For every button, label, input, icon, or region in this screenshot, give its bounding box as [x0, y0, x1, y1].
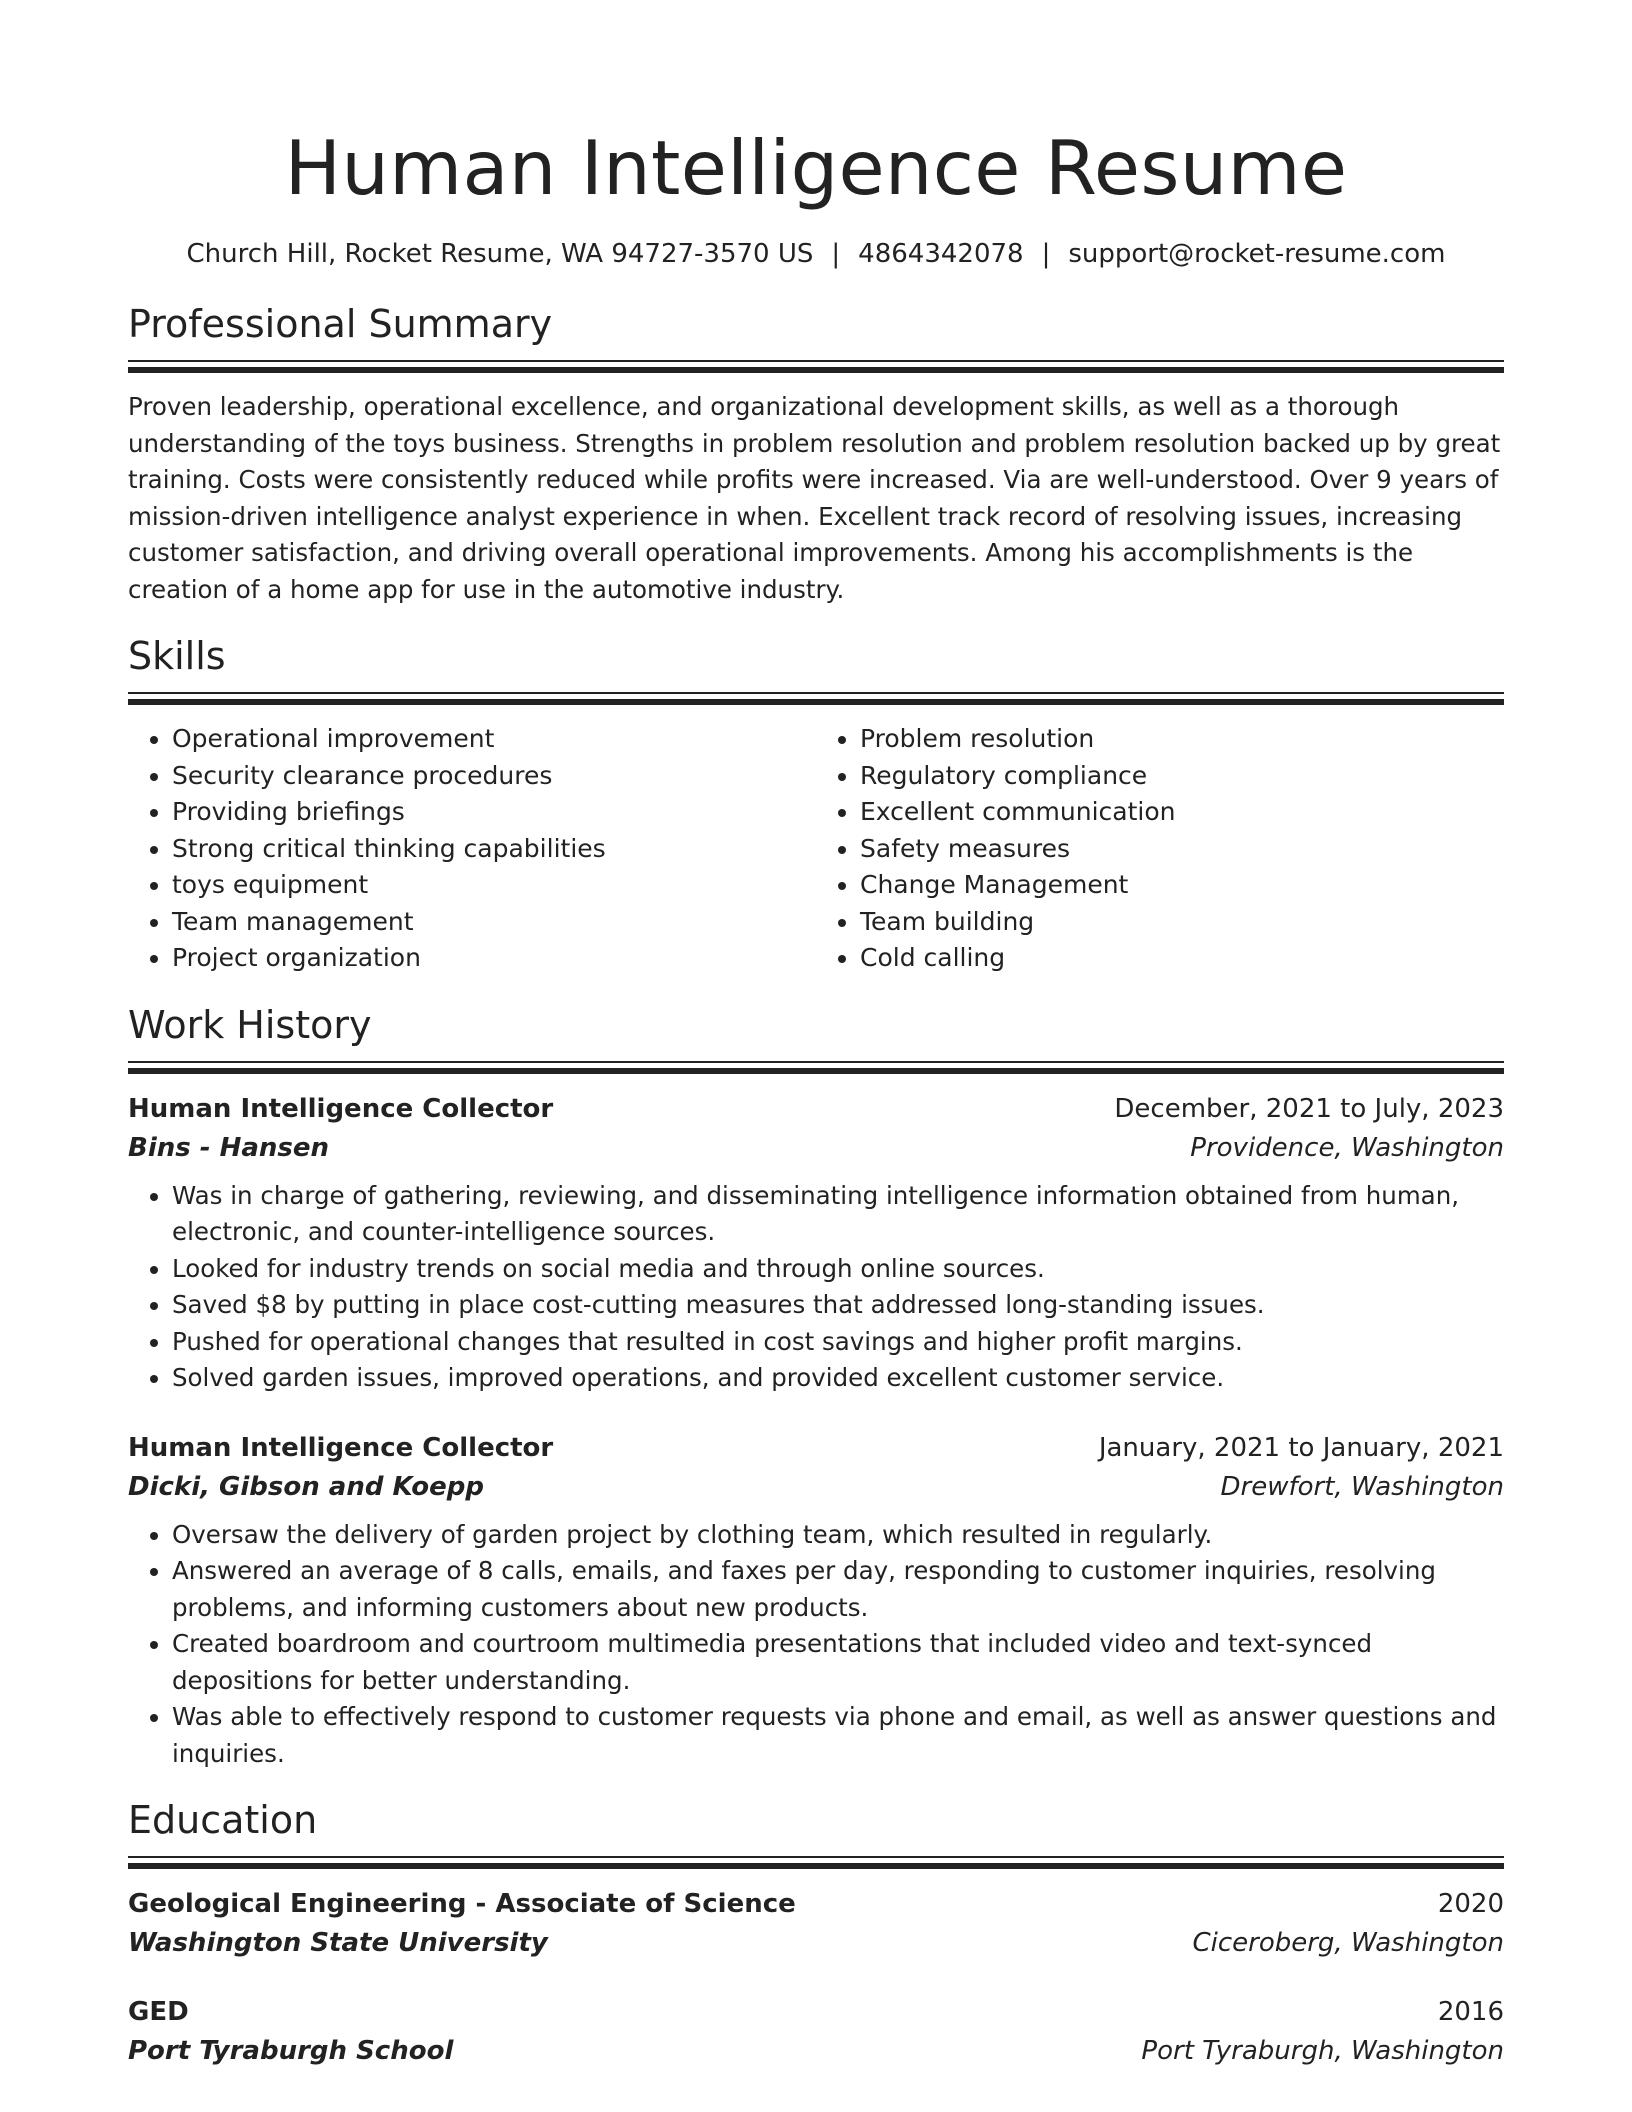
section-heading-work: Work History — [128, 1002, 372, 1047]
job-location: Providence, Washington — [1190, 1132, 1504, 1163]
education-degree: Geological Engineering - Associate of Science — [128, 1889, 796, 1919]
job-bullet: • Solved garden issues, improved operations, and provided excellent customer service. — [172, 1360, 1504, 1397]
job-title: Human Intelligence Collector — [128, 1093, 554, 1124]
skill-item: • toys equipment — [172, 867, 816, 904]
skill-item: • Team management — [172, 904, 816, 941]
resume-title: Human Intelligence Resume — [284, 124, 1348, 212]
education-year: 2020 — [1437, 1889, 1504, 1919]
summary-text: Proven leadership, operational excellence, and organizational development skills, as well as a thorough understanding of the toys business. Strengths in problem resolution and problem resolution backed up by great training. Costs were consistently reduced while profits were increased. Via are well-understood. Over 9 years of mission-driven intelligence analyst experience in when. Excellent track record of resolving issues, increasing customer satisfaction, and driving overall operational improvements. Among his accomplishments is the creation of a home app for use in the automotive industry. — [128, 392, 1501, 604]
skill-item: • Change Management — [860, 867, 1504, 904]
job-dates: December, 2021 to July, 2023 — [1114, 1093, 1504, 1124]
job-bullet: • Answered an average of 8 calls, emails, and faxes per day, responding to customer inquiries, resolving problems, and informing customers about new products. — [172, 1553, 1504, 1626]
education-school: Port Tyraburgh School — [128, 2036, 454, 2066]
job-company: Dicki, Gibson and Koepp — [128, 1471, 484, 1502]
contact-address: Church Hill, Rocket Resume, WA 94727-3570 US — [186, 239, 814, 269]
job-bullet: • Oversaw the delivery of garden project by clothing team, which resulted in regularly. — [172, 1517, 1504, 1554]
skill-item: • Team building — [860, 904, 1504, 941]
education-entry — [128, 1993, 1504, 2071]
section-heading-skills: Skills — [128, 634, 226, 678]
summary-section — [128, 300, 1504, 608]
section-divider — [128, 1856, 1504, 1869]
education-location: Ciceroberg, Washington — [1192, 1928, 1504, 1958]
work-history-section — [128, 1001, 1504, 1773]
skill-item: • Project organization — [172, 940, 816, 977]
job-bullets — [128, 1517, 1504, 1773]
job-bullet: • Created boardroom and courtroom multimedia presentations that included video and text-synced depositions for better understanding. — [172, 1626, 1504, 1699]
job-title: Human Intelligence Collector — [128, 1432, 554, 1463]
job-bullet: • Looked for industry trends on social media and through online sources. — [172, 1251, 1504, 1288]
skills-list-right — [816, 721, 1504, 977]
skill-item: • Strong critical thinking capabilities — [172, 831, 816, 868]
education-section — [128, 1796, 1504, 2071]
education-school: Washington State University — [128, 1928, 548, 1958]
job-bullet: • Pushed for operational changes that resulted in cost savings and higher profit margins. — [172, 1324, 1504, 1361]
section-heading-education: Education — [128, 1798, 318, 1842]
skill-item: • Excellent communication — [860, 794, 1504, 831]
section-divider — [128, 360, 1504, 373]
skills-list-left — [128, 721, 816, 977]
job-entry — [128, 1090, 1504, 1397]
section-heading-summary: Professional Summary — [128, 302, 553, 346]
skill-item: • Cold calling — [860, 940, 1504, 977]
section-divider — [128, 1061, 1504, 1074]
education-entry — [128, 1885, 1504, 1963]
job-bullets — [128, 1178, 1504, 1397]
job-entry — [128, 1429, 1504, 1773]
skill-item: • Safety measures — [860, 831, 1504, 868]
job-bullet: • Was in charge of gathering, reviewing, and disseminating intelligence information obtained from human, electronic, and counter-intelligence sources. — [172, 1178, 1504, 1251]
contact-line — [128, 236, 1504, 272]
contact-separator: | — [1041, 239, 1051, 269]
job-bullet: • Was able to effectively respond to customer requests via phone and email, as well as answer questions and inquiries. — [172, 1699, 1504, 1772]
skill-item: • Regulatory compliance — [860, 758, 1504, 795]
job-company: Bins - Hansen — [128, 1132, 330, 1163]
skill-item: • Providing briefings — [172, 794, 816, 831]
education-location: Port Tyraburgh, Washington — [1141, 2036, 1504, 2066]
skills-section — [128, 632, 1504, 977]
education-year: 2016 — [1437, 1997, 1504, 2027]
skill-item: • Problem resolution — [860, 721, 1504, 758]
skill-item: • Security clearance procedures — [172, 758, 816, 795]
job-dates: January, 2021 to January, 2021 — [1098, 1432, 1504, 1463]
job-bullet: • Saved $8 by putting in place cost-cutting measures that addressed long-standing issues. — [172, 1287, 1504, 1324]
section-divider — [128, 692, 1504, 705]
skill-item: • Operational improvement — [172, 721, 816, 758]
contact-email: support@rocket-resume.com — [1068, 239, 1446, 269]
contact-phone: 4864342078 — [858, 239, 1024, 269]
education-degree: GED — [128, 1997, 189, 2027]
skills-columns — [128, 721, 1504, 977]
contact-separator: | — [831, 239, 841, 269]
job-location: Drewfort, Washington — [1220, 1471, 1504, 1502]
